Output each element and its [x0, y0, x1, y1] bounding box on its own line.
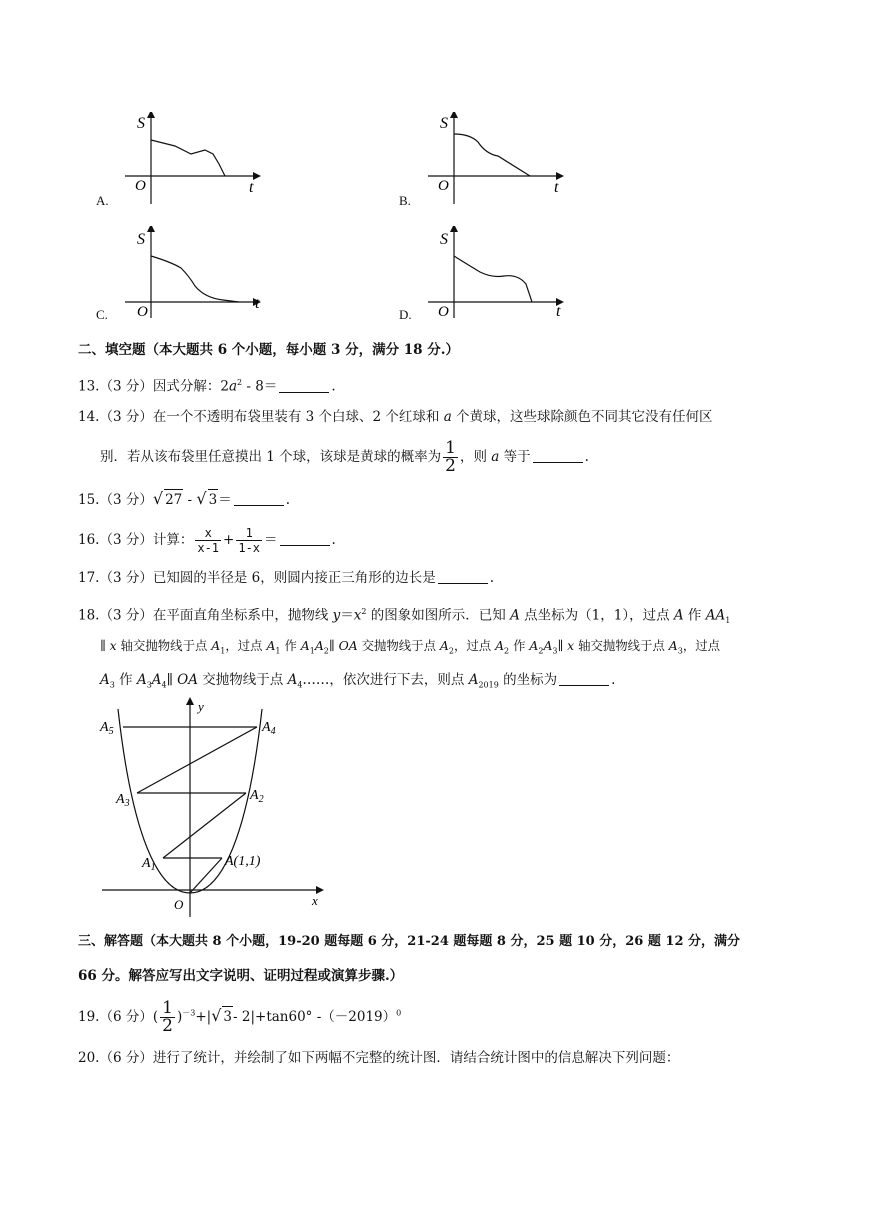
q19-num: 19.（6 分）	[78, 1009, 153, 1025]
label-A2-sub: 2	[258, 794, 264, 805]
q18-t: 2	[448, 646, 454, 656]
q19-p2: - 2|+tan60° -（－2019）	[233, 1009, 397, 1025]
q18-t: OA	[338, 638, 358, 653]
q15-blank[interactable]	[234, 491, 284, 506]
q14-num: 14.（3 分）	[78, 409, 153, 425]
curve-b	[454, 134, 530, 176]
q14-line1	[78, 407, 798, 427]
q16-eq: ＝	[264, 532, 278, 548]
q18-t: A	[468, 672, 479, 688]
q20-text: 进行了统计，并绘制了如下两幅不完整的统计图．请结合统计图中的信息解决下列问题：	[152, 1050, 680, 1066]
q18-t: ＝	[340, 607, 354, 624]
q14-end: .	[584, 449, 589, 465]
q18-t: A	[495, 638, 505, 653]
q19-exp: －3	[182, 1008, 196, 1018]
q18-t: A	[266, 638, 276, 653]
option-d-label[interactable]: D.	[399, 307, 412, 322]
q18-t: 3	[552, 646, 558, 656]
q18-line2	[100, 636, 820, 661]
parabola-figure	[98, 695, 328, 920]
origin-label: O	[135, 178, 146, 194]
q18-t: A	[211, 638, 221, 653]
q18-t: 交抛物线于点	[197, 672, 288, 688]
q18-t: x	[353, 607, 362, 624]
q16-frac1	[195, 526, 221, 555]
q17-text: 已知圆的半径是 6，则圆内接正三角形的边长是	[152, 570, 436, 586]
q16	[78, 526, 798, 555]
curve-c	[151, 256, 239, 302]
q13-text-a: 因式分解：2	[152, 378, 229, 395]
q16-f2-den: 1-x	[238, 541, 261, 555]
sqrt-icon: √	[211, 1006, 222, 1025]
q18-end: .	[611, 672, 616, 688]
label-A5-sub: 5	[108, 726, 114, 737]
option-c-graph	[115, 226, 275, 322]
q18-t: 2	[538, 646, 544, 656]
q18-t: 作	[114, 672, 137, 688]
q14-l1a: 在一个不透明布袋里装有 3 个白球、2 个红球和	[152, 409, 444, 425]
q18-t: ……，依次进行下去，则点	[302, 672, 469, 688]
label-A5-main: A	[100, 720, 109, 735]
q18-t: 的坐标为	[498, 672, 558, 688]
q17-end: .	[489, 570, 495, 586]
origin-label: O	[438, 304, 449, 320]
q18-t: A	[151, 672, 162, 688]
q18-t: ，过点	[453, 638, 496, 653]
q19-exp0: 0	[396, 1008, 402, 1018]
label-A2-main: A	[250, 788, 259, 803]
q18-t: A	[136, 672, 147, 688]
x-label: t	[556, 303, 561, 320]
q18-t: 1	[725, 616, 731, 626]
q18-t: y	[332, 607, 341, 624]
q14-line2	[100, 440, 820, 475]
section3-line2: 66 分。解答应写出文字说明、证明过程或演算步骤.）	[78, 968, 404, 984]
label-A4-sub: 4	[270, 726, 276, 737]
q19-rad: 3	[222, 1006, 233, 1027]
x-label: t	[554, 179, 559, 196]
q18-line1	[78, 602, 798, 631]
q18-t: 3	[677, 646, 683, 656]
option-b-graph	[418, 112, 578, 208]
label-A2	[249, 788, 264, 805]
q15-rad1: 27	[164, 489, 183, 510]
q14-frac	[443, 440, 458, 475]
q16-frac2	[236, 526, 262, 555]
q18-t: 轴交抛物线于点	[116, 638, 212, 653]
q18-t: ∥	[100, 638, 110, 653]
q15-rad2: 3	[208, 489, 219, 510]
q18-t: ∥	[557, 638, 568, 653]
q18-t: 在平面直角坐标系中，抛物线	[152, 607, 333, 624]
curve-a	[151, 140, 225, 176]
y-label: y	[198, 699, 204, 714]
q17-blank[interactable]	[438, 569, 488, 584]
y-arrow	[450, 112, 458, 118]
y-label: S	[440, 231, 448, 248]
q14-var2: a	[491, 449, 500, 465]
q18-t: A	[529, 638, 539, 653]
q13-blank[interactable]	[279, 378, 329, 393]
q18-t: 轴交抛物线于点	[574, 638, 669, 653]
q16-plus: +	[223, 532, 235, 548]
y-label: S	[440, 115, 448, 132]
label-A: A(1,1)	[225, 854, 261, 869]
q18-t: 3	[109, 680, 115, 690]
sqrt-icon: √	[152, 489, 164, 508]
q19-frac-den: 2	[162, 1016, 173, 1036]
q19-close: )	[176, 1009, 183, 1025]
q19-frac	[160, 1000, 175, 1035]
q14-l2c: 等于	[499, 449, 531, 465]
q18-t: 作	[280, 638, 301, 653]
sqrt-icon: √	[196, 489, 207, 508]
origin-label: O	[174, 897, 184, 912]
q18-t: AA	[705, 607, 726, 624]
q18-t: 作	[683, 607, 706, 624]
q18-t: x	[567, 638, 575, 653]
q13-num: 13.（3 分）	[78, 378, 153, 395]
q14-l2b: ，则	[460, 449, 492, 465]
q20-num: 20.（6 分）	[78, 1050, 153, 1066]
x-arrow	[253, 172, 261, 180]
q18-t: x	[109, 638, 117, 653]
q18-t: A	[439, 638, 449, 653]
y-arrow	[147, 226, 155, 232]
origin-label: O	[438, 178, 449, 194]
option-c-label[interactable]: C.	[96, 307, 108, 322]
q18-t: 交抛物线于点	[357, 638, 440, 653]
q18-t: 3	[146, 680, 152, 690]
q15-end: .	[285, 492, 290, 508]
y-arrow	[450, 226, 458, 232]
q18-t: 的图象如图所示．已知	[366, 607, 511, 624]
q14-blank[interactable]	[533, 448, 583, 463]
section3-line1: 三、解答题（本大题共 8 个小题，19-20 题每题 6 分，21-24 题每题 8 分，25 题 10 分，26 题 12 分，满分	[78, 934, 741, 949]
segment-A3-A4	[137, 727, 257, 793]
q14-frac-den: 2	[445, 456, 456, 476]
x-label: t	[249, 179, 254, 196]
q18-t: A	[673, 607, 684, 624]
q18-t: OA	[177, 672, 198, 688]
label-A1-sub: 1	[150, 862, 156, 873]
q13-text-b: - 8＝	[242, 378, 278, 395]
q15	[78, 489, 798, 510]
label-A3	[115, 792, 130, 809]
origin-label: O	[137, 304, 148, 320]
label-A1-main: A	[142, 856, 151, 871]
option-a-graph	[115, 112, 275, 208]
q19	[78, 1000, 798, 1035]
q13	[78, 373, 798, 397]
q18-line3	[100, 670, 820, 696]
q18-t: 2	[361, 607, 367, 616]
q13-var: a	[228, 378, 238, 395]
q16-blank[interactable]	[280, 531, 330, 546]
option-a-label[interactable]: A.	[96, 193, 109, 208]
label-A3-main: A	[116, 792, 125, 807]
y-arrow	[186, 697, 194, 705]
q18-blank[interactable]	[559, 671, 609, 686]
q19-frac-num: 1	[162, 998, 173, 1018]
q18-t: A	[314, 638, 324, 653]
q13-end: .	[331, 378, 336, 395]
label-A3-sub: 3	[124, 798, 130, 809]
section2-heading: 二、填空题（本大题共 6 个小题，每小题 3 分，满分 18 分.）	[78, 342, 459, 358]
q18-t: 作	[509, 638, 530, 653]
q16-f2-num: 1	[236, 526, 262, 541]
option-b-label[interactable]: B.	[399, 193, 411, 208]
y-label: S	[137, 231, 145, 248]
q18-t: ∥	[166, 672, 178, 688]
y-label: S	[137, 115, 145, 132]
q18-t: A	[668, 638, 678, 653]
q15-num: 15.（3 分）	[78, 492, 153, 508]
q18-t: A	[300, 638, 310, 653]
q18-t: A	[287, 672, 298, 688]
q18-t: ，过点	[225, 638, 267, 653]
q16-num: 16.（3 分）	[78, 532, 153, 548]
q18-num: 18.（3 分）	[78, 607, 153, 624]
q15-eq: ＝	[218, 492, 232, 508]
q18-t: ，过点	[682, 638, 721, 653]
segment-A1-A2	[163, 793, 246, 858]
q18-t: 1	[220, 646, 226, 656]
q14-l1b: 个黄球，这些球除颜色不同其它没有任何区	[451, 409, 713, 425]
option-d-graph	[418, 226, 578, 322]
curve-d	[454, 256, 532, 302]
q19-p1: +|	[195, 1009, 212, 1025]
q18-t: A	[543, 638, 553, 653]
y-arrow	[147, 112, 155, 118]
q14-l2a: 别．若从该布袋里任意摸出 1 个球，该球是黄球的概率为	[100, 449, 442, 465]
q18-t: 2019	[478, 680, 499, 690]
q18-t: A	[100, 672, 110, 688]
q18-t: 点坐标为（1，1），过点	[519, 607, 674, 624]
q18-t: 2	[504, 646, 510, 656]
q20	[78, 1048, 798, 1068]
label-A4-main: A	[262, 720, 271, 735]
x-label: x	[312, 893, 318, 908]
q17-num: 17.（3 分）	[78, 570, 153, 586]
label-A5	[99, 720, 114, 737]
q18-t: 2	[323, 646, 329, 656]
q17	[78, 568, 798, 588]
q18-t: 4	[297, 680, 303, 690]
q14-var1: a	[443, 409, 452, 425]
q18-t: A	[510, 607, 520, 624]
x-label: t	[255, 295, 260, 312]
q16-f1-den: x-1	[197, 541, 220, 555]
label-A4	[261, 720, 276, 737]
q16-label: 计算：	[152, 532, 194, 548]
label-A1	[141, 856, 156, 873]
q14-frac-num: 1	[445, 438, 456, 458]
q19-open: (	[152, 1009, 159, 1025]
q18-t: 1	[309, 646, 315, 656]
q18-t: 1	[275, 646, 281, 656]
q15-minus: -	[183, 492, 197, 508]
q13-sup: 2	[237, 378, 243, 387]
q18-t: 4	[161, 680, 167, 690]
q18-t: ∥	[328, 638, 339, 653]
q16-end: .	[331, 532, 336, 548]
q16-f1-num: x	[195, 526, 221, 541]
